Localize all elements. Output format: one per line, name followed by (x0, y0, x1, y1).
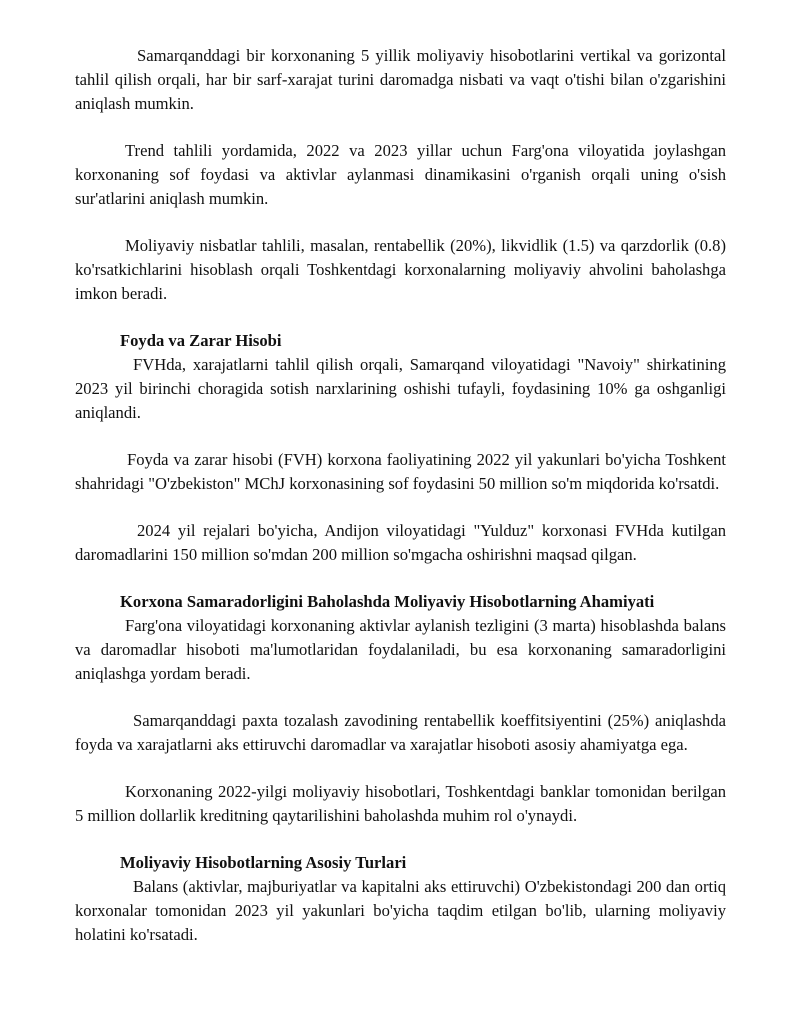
paragraph: Balans (aktivlar, majburiyatlar va kapitalni aks ettiruvchi) O'zbekistondagi 200 dan ortiq korxonalar tomonidan 2023 yil yakunlari bo'yicha taqdim etilgan bo'lib, ularning moliyaviy holatini ko'rsatadi. (75, 877, 726, 944)
document-page (75, 44, 726, 947)
paragraph: Korxonaning 2022-yilgi moliyaviy hisobotlari, Toshkentdagi banklar tomonidan berilgan 5 million dollarlik kreditning qaytarilishini baholashda muhim rol o'ynaydi. (75, 782, 726, 825)
paragraph: Samarqanddagi paxta tozalash zavodining rentabellik koeffitsiyentini (25%) aniqlashda foyda va xarajatlarni aks ettiruvchi daromadlar va xarajatlar hisoboti asosiy ahamiyatga ega. (75, 711, 726, 754)
section-heading: Korxona Samaradorligini Baholashda Moliyaviy Hisobotlarning Ahamiyati (120, 592, 655, 611)
paragraph: Trend tahlili yordamida, 2022 va 2023 yillar uchun Farg'ona viloyatida joylashgan korxonaning sof foydasi va aktivlar aylanmasi dinamikasini o'rganish orqali uning o'sish sur'atlarini aniqlash mumkin. (75, 141, 726, 208)
section-heading: Moliyaviy Hisobotlarning Asosiy Turlari (120, 853, 407, 872)
section-heading: Foyda va Zarar Hisobi (120, 331, 282, 350)
paragraph: Foyda va zarar hisobi (FVH) korxona faoliyatining 2022 yil yakunlari bo'yicha Toshkent shahridagi "O'zbekiston" MChJ korxonasining sof foydasini 50 million so'm miqdorida ko'rsatdi. (75, 450, 726, 493)
paragraph: Samarqanddagi bir korxonaning 5 yillik moliyaviy hisobotlarini vertikal va gorizontal tahlil qilish orqali, har bir sarf-xarajat turini daromadga nisbati va vaqt o'tishi bilan o'zgarishini aniqlash mumkin. (75, 46, 726, 113)
paragraph: Moliyaviy nisbatlar tahlili, masalan, rentabellik (20%), likvidlik (1.5) va qarzdorlik (0.8) ko'rsatkichlarini hisoblash orqali Toshkentdagi korxonalarning moliyaviy ahvolini baholashga imkon beradi. (75, 236, 726, 303)
paragraph: Farg'ona viloyatidagi korxonaning aktivlar aylanish tezligini (3 marta) hisoblashda balans va daromadlar hisoboti ma'lumotlaridan foydalaniladi, bu esa korxonaning samaradorligini aniqlashga yordam beradi. (75, 616, 726, 683)
paragraph: 2024 yil rejalari bo'yicha, Andijon viloyatidagi "Yulduz" korxonasi FVHda kutilgan daromadlarini 150 million so'mdan 200 million so'mgacha oshirishni maqsad qilgan. (75, 521, 726, 564)
paragraph: FVHda, xarajatlarni tahlil qilish orqali, Samarqand viloyatidagi "Navoiy" shirkatining 2023 yil birinchi choragida sotish narxlarining oshishi tufayli, foydasining 10% ga oshganligi aniqlandi. (75, 355, 726, 422)
